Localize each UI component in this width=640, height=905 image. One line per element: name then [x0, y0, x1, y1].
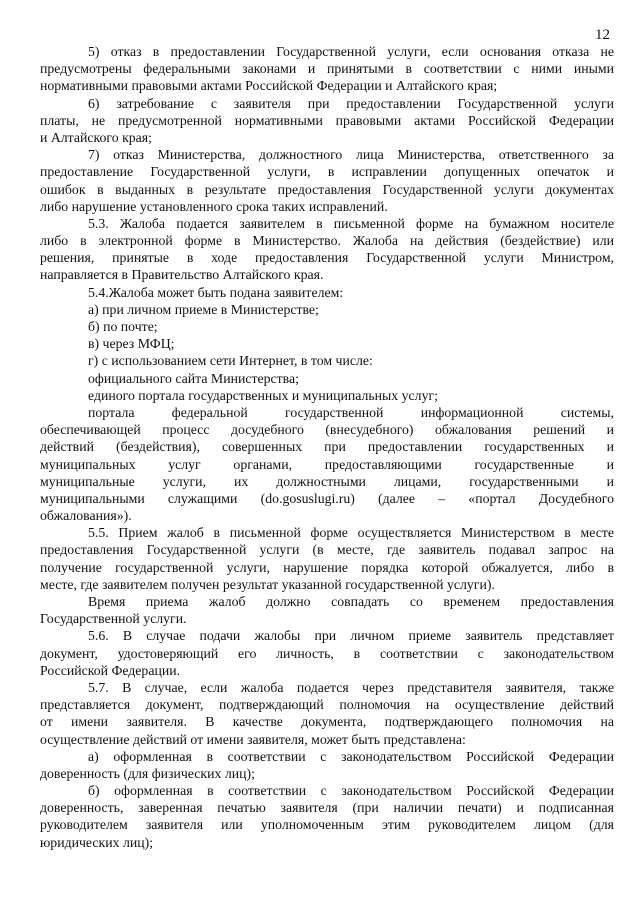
text-line: муниципальными служащими (do.gosuslugi.ru) (далее – «портал Досудебного: [40, 490, 614, 506]
text-line: б) оформленная в соответствии с законодательством Российской Федерации: [88, 783, 614, 799]
text-line: г) с использованием сети Интернет, в том числе:: [88, 353, 373, 369]
text-line: 5.6. В случае подачи жалобы при личном приеме заявитель представляет: [88, 628, 614, 644]
text-line: 5) отказ в предоставлении Государственной услуги, если основания отказа не: [88, 44, 614, 59]
text-line: руководителем заявителя или уполномоченным этим руководителем лицом (для: [40, 817, 614, 833]
text-line: осуществление действий от имени заявителя, может быть представлена:: [40, 731, 466, 747]
text-line: портала федеральной государственной информационной системы,: [88, 404, 614, 420]
text-line: юридических лиц);: [40, 834, 154, 850]
text-line: нормативными правовыми актами Российской Федерации и Алтайского края;: [40, 78, 498, 94]
text-line: 5.5. Прием жалоб в письменной форме осуществляется Министерством в месте: [88, 525, 614, 541]
text-line: документ, удостоверяющий его личность, в соответствии с законодательством: [40, 645, 614, 661]
text-line: предоставления Государственной услуги (в месте, где заявитель подавал запрос на: [40, 542, 614, 558]
text-line: единого портала государственных и муниципальных услуг;: [88, 387, 438, 403]
text-line: Государственной услуги.: [40, 611, 187, 627]
text-line: официального сайта Министерства;: [88, 370, 299, 386]
text-line: решения, принятые в ходе предоставления Государственной услуги Министром,: [40, 250, 614, 266]
text-line: Российской Федерации.: [40, 662, 181, 678]
text-line: 5.4.Жалоба может быть подана заявителем:: [88, 284, 344, 300]
text-line: предоставление Государственной услуги, в исправлении допущенных опечаток и: [40, 164, 614, 180]
text-line: и Алтайского края;: [40, 129, 152, 145]
text-line: предусмотрены федеральными законами и принятыми в соответствии с ними иными: [40, 61, 614, 77]
text-line: муниципальных услуг органами, предоставляющими государственные и: [40, 456, 614, 472]
text-line: 5.3. Жалоба подается заявителем в письменной форме на бумажном носителе: [88, 215, 614, 231]
text-line: направляется в Правительство Алтайского края.: [40, 267, 324, 283]
text-line: обеспечивающей процесс досудебного (внесудебного) обжалования решений и: [40, 422, 614, 438]
text-line: платы, не предусмотренной нормативными правовыми актами Российской Федерации: [40, 112, 614, 128]
text-line: доверенность, заверенная печатью заявителя (при наличии печати) и подписанная: [40, 800, 614, 816]
text-line: действий (бездействия), совершенных при предоставлении государственных и: [40, 439, 614, 455]
text-line: от имени заявителя. В качестве документа, подтверждающего полномочия на: [40, 714, 614, 730]
text-line: муниципальные услуги, их должностными лицами, государственными и: [40, 473, 614, 489]
document-body: [40, 43, 614, 851]
text-line: 6) затребование с заявителя при предоставлении Государственной услуги: [88, 95, 614, 111]
text-line: обжалования»).: [40, 508, 132, 524]
text-line: в) через МФЦ;: [88, 336, 175, 352]
text-line: либо нарушение установленного срока таких исправлений.: [40, 198, 388, 214]
text-line: а) оформленная в соответствии с законодательством Российской Федерации: [88, 748, 614, 764]
text-line: 7) отказ Министерства, должностного лица Министерства, ответственного за: [88, 147, 614, 163]
text-line: б) по почте;: [88, 319, 158, 334]
text-line: доверенность (для физических лиц);: [40, 765, 255, 781]
text-line: получение государственной услуги, нарушение порядка которой обжалуется, либо в: [40, 559, 614, 575]
text-line: а) при личном приеме в Министерстве;: [88, 301, 319, 317]
text-line: либо в электронной форме в Министерство. Жалоба на действия (бездействие) или: [40, 233, 614, 249]
page-number: 12: [595, 27, 610, 43]
text-line: 5.7. В случае, если жалоба подается через представителя заявителя, также: [88, 679, 614, 695]
text-line: Время приема жалоб должно совпадать со временем предоставления: [88, 594, 614, 609]
text-line: месте, где заявителем получен результат указанной государственной услуги).: [40, 576, 495, 592]
text-line: ошибок в выданных в результате предоставления Государственной услуги документах: [40, 181, 614, 197]
text-line: представляется документ, подтверждающий полномочия на осуществление действий: [40, 697, 614, 713]
